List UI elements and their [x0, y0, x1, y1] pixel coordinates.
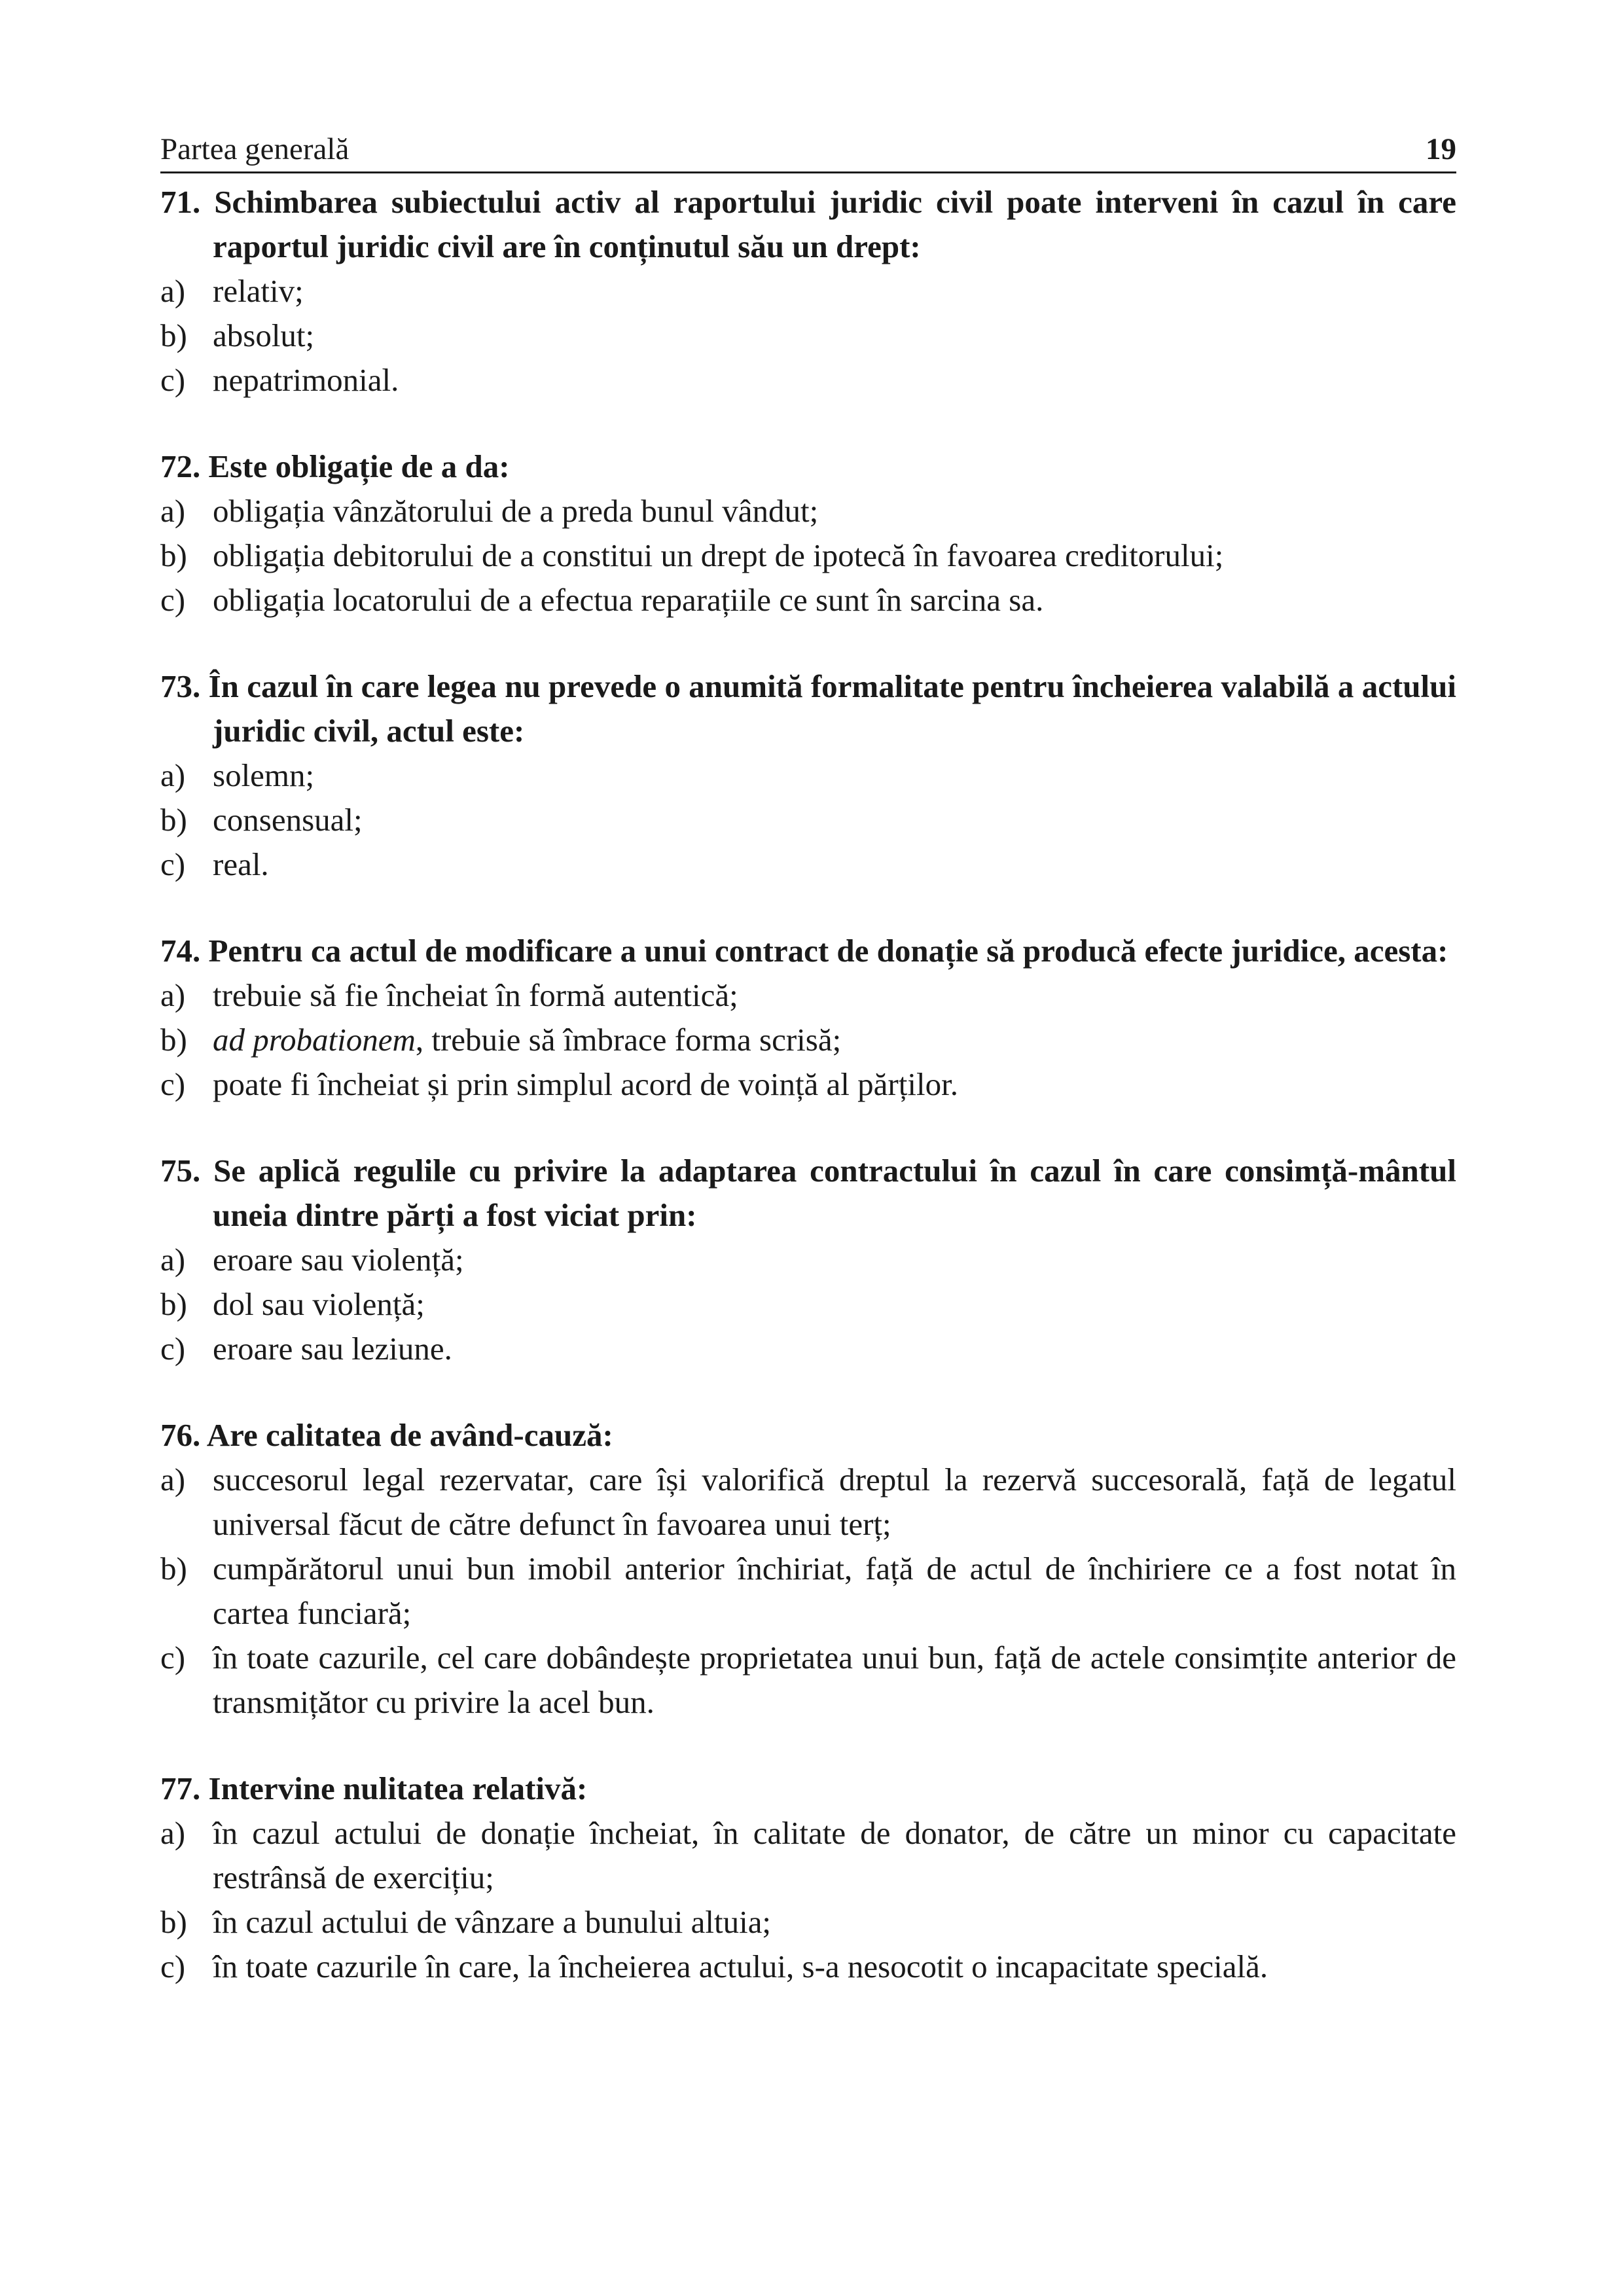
option-text: [213, 1018, 1456, 1062]
option-label: c): [160, 582, 186, 619]
option-label: c): [160, 1066, 186, 1103]
answer-option: [160, 1945, 1456, 1989]
answer-option: [160, 1458, 1456, 1547]
option-text: succesorul legal rezervatar, care își valorifică dreptul la rezervă succesorală, față de legatul universal făcut de către defunct în favoarea unui terț;: [213, 1462, 1456, 1543]
option-label: c): [160, 846, 186, 883]
answer-option: [160, 1327, 1456, 1371]
option-text: relativ;: [213, 273, 304, 310]
question-title: 71. Schimbarea subiectului activ al raportului juridic civil poate interveni în cazul în care raportul juridic civil are în conținutul său un drept:: [160, 184, 1456, 265]
page-number: 19: [1426, 132, 1456, 166]
option-text: eroare sau violență;: [213, 1242, 464, 1278]
option-text: poate fi încheiat și prin simplul acord de voință al părților.: [213, 1066, 958, 1103]
option-label: b): [160, 802, 187, 838]
option-label: b): [160, 1022, 187, 1058]
option-text: cumpărătorul unui bun imobil anterior închiriat, față de actul de închiriere ce a fost notat în cartea funciară;: [213, 1551, 1456, 1632]
answer-option: [160, 578, 1456, 622]
option-text: obligația debitorului de a constitui un drept de ipotecă în favoarea creditorului;: [213, 537, 1224, 574]
question-76: [160, 1413, 1456, 1725]
answer-option: [160, 358, 1456, 403]
option-text: în toate cazurile, cel care dobândește proprietatea unui bun, față de actele consimțite anterior de transmițător cu privire la acel bun.: [213, 1640, 1456, 1721]
option-label: b): [160, 1286, 187, 1323]
answer-option: [160, 269, 1456, 314]
option-text: consensual;: [213, 802, 363, 838]
option-text: în cazul actului de donație încheiat, în calitate de donator, de către un minor cu capacitate restrânsă de exercițiu;: [213, 1815, 1456, 1896]
option-label: c): [160, 1640, 186, 1676]
option-text: solemn;: [213, 757, 315, 794]
answer-option: [160, 1547, 1456, 1636]
answer-option: [160, 1282, 1456, 1327]
option-text: obligația vânzătorului de a preda bunul vândut;: [213, 493, 819, 529]
option-label: a): [160, 757, 186, 794]
answer-option: [160, 842, 1456, 887]
answer-option: [160, 489, 1456, 533]
option-text: absolut;: [213, 317, 315, 354]
option-label: a): [160, 1242, 186, 1278]
question-title: 74. Pentru ca actul de modificare a unui contract de donație să producă efecte juridice, acesta:: [160, 933, 1448, 969]
question-77: [160, 1767, 1456, 1989]
option-label: c): [160, 1331, 186, 1367]
answer-option: [160, 1811, 1456, 1900]
option-text: nepatrimonial.: [213, 362, 399, 399]
option-text: în toate cazurile în care, la încheierea actului, s-a nesocotit o incapacitate specială.: [213, 1948, 1268, 1985]
document-page: [160, 131, 1456, 2031]
option-text-rest: , trebuie să îmbrace forma scrisă;: [415, 1022, 842, 1058]
option-text: eroare sau leziune.: [213, 1331, 452, 1367]
question-title: 73. În cazul în care legea nu prevede o anumită formalitate pentru încheierea valabilă a actului juridic civil, actul este:: [160, 668, 1456, 749]
option-label: b): [160, 537, 187, 574]
option-label: c): [160, 1948, 186, 1985]
answer-option: [160, 1900, 1456, 1945]
question-title: 77. Intervine nulitatea relativă:: [160, 1770, 588, 1807]
option-text: în cazul actului de vânzare a bunului altuia;: [213, 1904, 772, 1941]
question-75: [160, 1149, 1456, 1371]
answer-option: [160, 798, 1456, 842]
latin-term: ad probationem: [213, 1022, 416, 1058]
answer-option: [160, 1062, 1456, 1107]
option-label: b): [160, 317, 187, 354]
page-header: [160, 131, 1456, 173]
option-text: trebuie să fie încheiat în formă autentică;: [213, 977, 738, 1014]
running-head: Partea generală: [160, 132, 350, 166]
option-text: dol sau violență;: [213, 1286, 425, 1323]
option-label: a): [160, 1815, 186, 1852]
answer-option: [160, 973, 1456, 1018]
question-title: 75. Se aplică regulile cu privire la adaptarea contractului în cazul în care consimță-mântul uneia dintre părți a fost viciat prin:: [160, 1153, 1456, 1234]
question-title: 76. Are calitatea de având-cauză:: [160, 1417, 613, 1454]
option-text: obligația locatorului de a efectua reparațiile ce sunt în sarcina sa.: [213, 582, 1044, 619]
question-74: [160, 929, 1456, 1107]
option-label: b): [160, 1904, 187, 1941]
option-label: a): [160, 1462, 186, 1498]
question-73: [160, 664, 1456, 887]
option-label: b): [160, 1551, 187, 1587]
answer-option: [160, 1018, 1456, 1062]
question-title: 72. Este obligație de a da:: [160, 448, 510, 485]
answer-option: [160, 753, 1456, 798]
answer-option: [160, 1238, 1456, 1282]
option-text: real.: [213, 846, 269, 883]
option-label: a): [160, 273, 186, 310]
answer-option: [160, 314, 1456, 358]
answer-option: [160, 533, 1456, 578]
option-label: c): [160, 362, 186, 399]
option-label: a): [160, 977, 186, 1014]
question-71: [160, 180, 1456, 403]
option-label: a): [160, 493, 186, 529]
answer-option: [160, 1636, 1456, 1725]
question-72: [160, 444, 1456, 622]
